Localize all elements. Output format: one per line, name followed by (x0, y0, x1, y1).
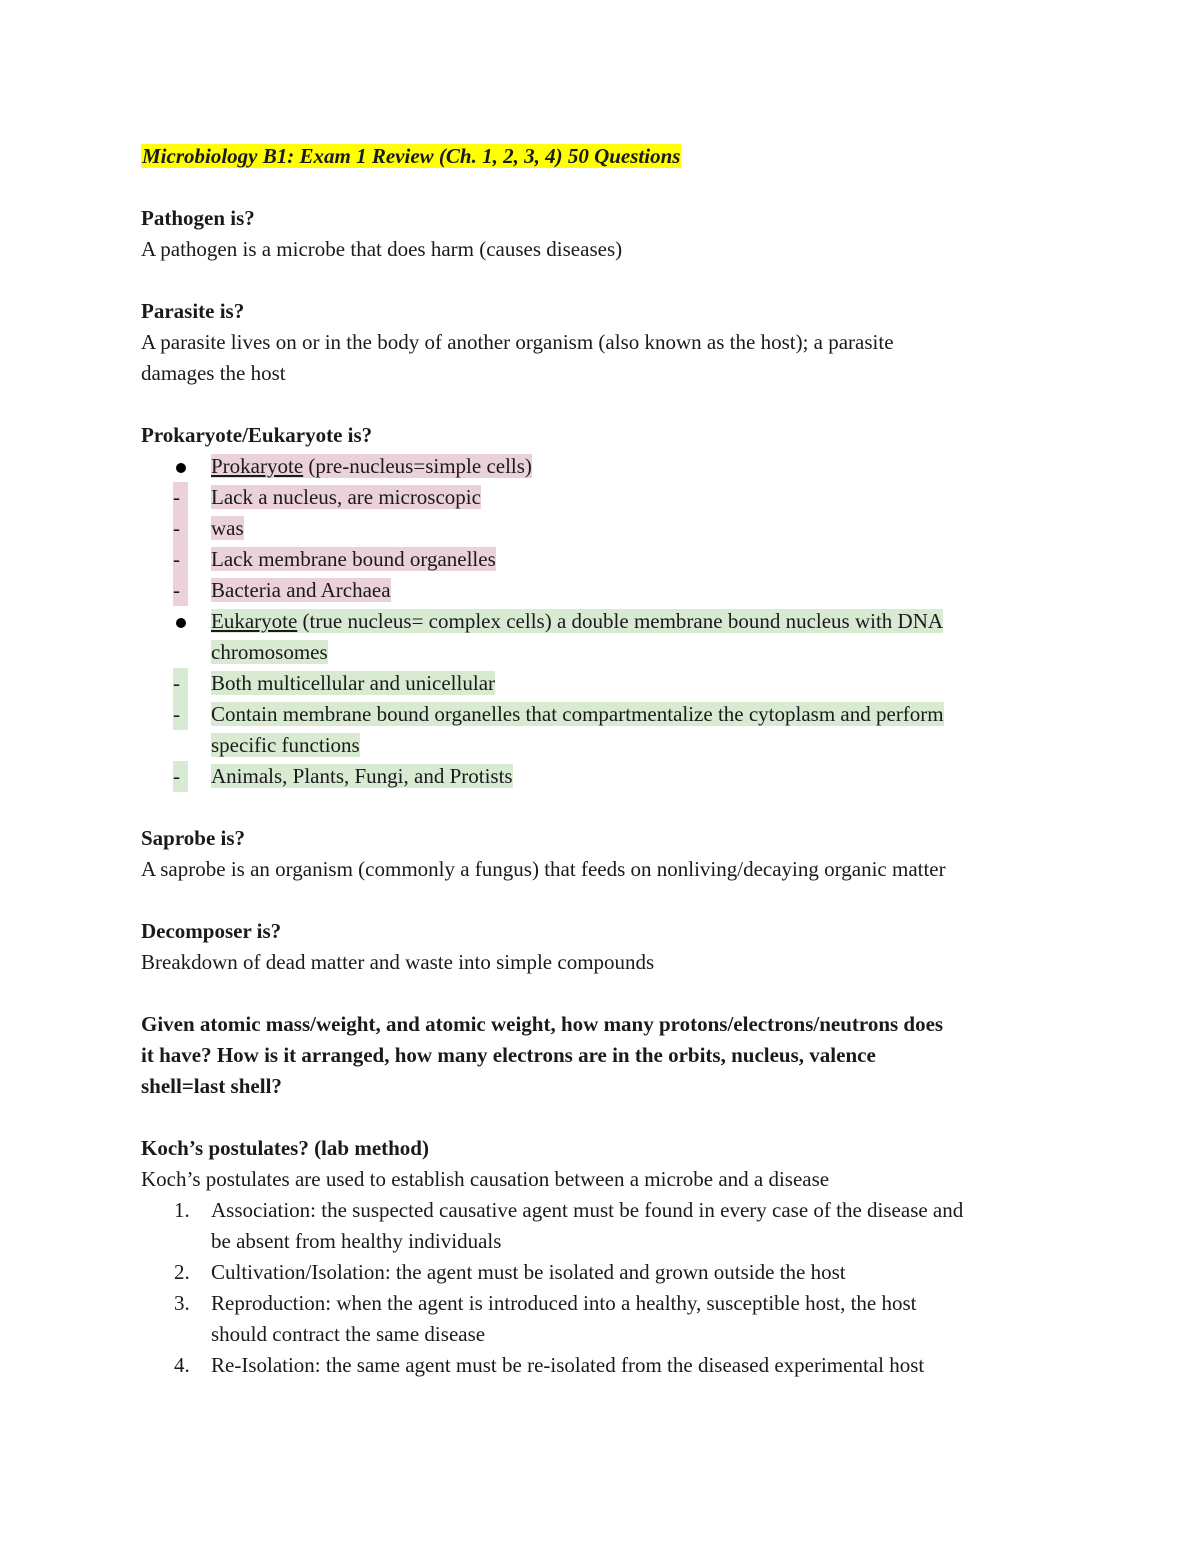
koch-body: Koch’s postulates are used to establish causation between a microbe and a disease (141, 1167, 830, 1191)
atomic-question-line-2: it have? How is it arranged, how many electrons are in the orbits, nucleus, valence (141, 1043, 876, 1067)
list-item (141, 482, 1061, 513)
document-title-line (141, 141, 1061, 172)
dash-marker: - (173, 513, 188, 544)
prokaryote-bullet (141, 451, 1061, 482)
prokaryote-point: Bacteria and Archaea (211, 578, 391, 602)
dash-marker: - (173, 544, 188, 575)
eukaryote-point: Both multicellular and unicellular (211, 671, 496, 695)
dash-marker: - (173, 575, 188, 606)
koch-step-continued: be absent from healthy individuals (211, 1229, 502, 1253)
dash-marker: - (173, 761, 188, 792)
eukaryote-desc-continued: chromosomes (211, 640, 328, 664)
eukaryote-term: Eukaryote (211, 609, 298, 633)
atomic-question-line-3: shell=last shell? (141, 1074, 282, 1098)
koch-step: Cultivation/Isolation: the agent must be isolated and grown outside the host (211, 1260, 846, 1284)
eukaryote-point: Animals, Plants, Fungi, and Protists (211, 764, 513, 788)
list-item (141, 1288, 1061, 1319)
step-number: 1. (174, 1198, 190, 1222)
decomposer-body: Breakdown of dead matter and waste into simple compounds (141, 950, 655, 974)
prokaryote-point: Lack a nucleus, are microscopic (211, 485, 481, 509)
document-page (141, 141, 1061, 1381)
eukaryote-point: Contain membrane bound organelles that compartmentalize the cytoplasm and perform (211, 702, 944, 726)
list-item (141, 1226, 1061, 1257)
prokaryote-point: Lack membrane bound organelles (211, 547, 496, 571)
pathogen-heading: Pathogen is? (141, 206, 255, 230)
decomposer-heading: Decomposer is? (141, 919, 282, 943)
list-item (141, 575, 1061, 606)
document-title: Microbiology B1: Exam 1 Review (Ch. 1, 2, 3, 4) 50 Questions (142, 144, 681, 168)
bullet-icon (173, 451, 203, 482)
list-item (141, 1319, 1061, 1350)
eukaryote-bullet (141, 606, 1061, 637)
parasite-body-line-1: A parasite lives on or in the body of another organism (also known as the host); a parasite (141, 330, 894, 354)
koch-step: Re-Isolation: the same agent must be re-isolated from the diseased experimental host (211, 1353, 925, 1377)
dash-marker: - (173, 668, 188, 699)
saprobe-heading: Saprobe is? (141, 826, 246, 850)
koch-step: Association: the suspected causative agent must be found in every case of the disease and (211, 1198, 964, 1222)
list-item (141, 637, 1061, 668)
prokaryote-eukaryote-heading: Prokaryote/Eukaryote is? (141, 423, 373, 447)
pathogen-body: A pathogen is a microbe that does harm (causes diseases) (141, 237, 623, 261)
prokaryote-desc: (pre-nucleus=simple cells) (303, 454, 532, 478)
list-item (141, 544, 1061, 575)
list-item (141, 1195, 1061, 1226)
koch-heading: Koch’s postulates? (lab method) (141, 1136, 429, 1160)
parasite-heading: Parasite is? (141, 299, 245, 323)
step-number: 2. (174, 1260, 190, 1284)
koch-step-continued: should contract the same disease (211, 1322, 486, 1346)
saprobe-body: A saprobe is an organism (commonly a fungus) that feeds on nonliving/decaying organic matter (141, 857, 946, 881)
list-item (141, 1257, 1061, 1288)
prokaryote-term: Prokaryote (211, 454, 304, 478)
list-item (141, 668, 1061, 699)
parasite-body-line-2: damages the host (141, 361, 286, 385)
list-item (141, 513, 1061, 544)
step-number: 3. (174, 1291, 190, 1315)
eukaryote-desc: (true nucleus= complex cells) a double membrane bound nucleus with DNA (297, 609, 944, 633)
koch-step: Reproduction: when the agent is introduced into a healthy, susceptible host, the host (211, 1291, 917, 1315)
dash-marker: - (173, 482, 188, 513)
list-item (141, 761, 1061, 792)
prokaryote-point: was (211, 516, 244, 540)
step-number: 4. (174, 1353, 190, 1377)
list-item (141, 730, 1061, 761)
dash-marker: - (173, 699, 188, 730)
list-item (141, 1350, 1061, 1381)
eukaryote-point-continued: specific functions (211, 733, 360, 757)
bullet-icon (173, 606, 203, 637)
list-item (141, 699, 1061, 730)
atomic-question-line-1: Given atomic mass/weight, and atomic weight, how many protons/electrons/neutrons does (141, 1012, 944, 1036)
